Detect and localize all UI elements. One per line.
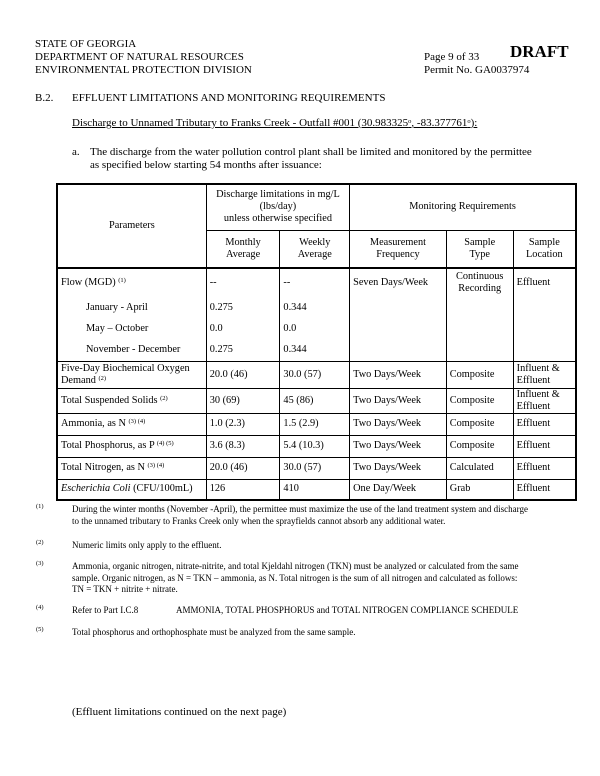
monthly-cell: 30 (69): [206, 388, 280, 413]
monthly-cell: 0.0: [206, 318, 280, 339]
weekly-cell: 0.344: [280, 297, 350, 318]
frequency-cell: Two Days/Week: [350, 413, 447, 435]
weekly-cell: 1.5 (2.9): [280, 413, 350, 435]
frequency-cell: [350, 318, 447, 339]
item-letter: a.: [72, 146, 80, 158]
location-cell: Effluent: [516, 418, 551, 429]
header-monitoring: Monitoring Requirements: [350, 184, 576, 230]
table-row: [57, 435, 576, 457]
type-cell: Composite: [446, 413, 513, 435]
location-cell: Influent & Effluent: [516, 388, 560, 412]
type-cell: [446, 339, 513, 361]
draft-stamp: DRAFT: [510, 42, 569, 61]
param-cell: Total Phosphorus, as P $^{(4) (5)}$: [57, 435, 206, 457]
monthly-cell: 3.6 (8.3): [206, 435, 280, 457]
type-cell: [446, 318, 513, 339]
location-cell: [513, 297, 576, 318]
monthly-cell: 126: [206, 479, 280, 500]
table-row: [57, 318, 576, 339]
item-text-line-2: as specified below starting 54 months after issuance:: [90, 159, 322, 171]
location-cell: Effluent: [516, 277, 551, 288]
location-cell: Influent & Effluent: [516, 362, 560, 386]
footnote-4-schedule: AMMONIA, TOTAL PHOSPHORUS and TOTAL NITROGEN COMPLIANCE SCHEDULE: [176, 605, 519, 615]
continued-note: (Effluent limitations continued on the next page): [72, 706, 287, 718]
monthly-cell: 0.275: [206, 297, 280, 318]
param-cell: Escherichia Coli (CFU/100mL): [57, 479, 206, 500]
footnote-2-number: (2): [36, 539, 44, 546]
type-cell: [446, 297, 513, 318]
footnote-5: Total phosphorus and orthophosphate must be analyzed from the same sample.: [72, 627, 356, 637]
location-cell: Effluent: [516, 483, 551, 495]
permit-number: Permit No. GA0037974: [424, 64, 530, 76]
param-cell: Five-Day Biochemical Oxygen Demand $^{(2)}$: [57, 361, 206, 388]
location-cell: Effluent: [516, 440, 551, 451]
type-cell: Composite: [446, 361, 513, 388]
header-sample-type: Sample Type: [446, 230, 513, 268]
footnote-3-number: (3): [36, 560, 44, 567]
param-cell: Ammonia, as N $^{(3) (4)}$: [57, 413, 206, 435]
param-cell: November - December: [57, 339, 206, 361]
param-cell: Total Suspended Solids $^{(2)}$: [57, 388, 206, 413]
monthly-cell: 20.0 (46): [206, 457, 280, 479]
effluent-limits-table: [56, 183, 577, 501]
monthly-cell: 1.0 (2.3): [206, 413, 280, 435]
footnote-5-number: (5): [36, 626, 44, 633]
table-row: [57, 361, 576, 388]
frequency-cell: Two Days/Week: [350, 361, 447, 388]
header-weekly-average: Weekly Average: [280, 230, 350, 268]
footnote-4-number: (4): [36, 604, 44, 611]
weekly-cell: 45 (86): [280, 388, 350, 413]
footnote-1: During the winter months (November -April), the permittee must maximize the use of the land treatment system and discharge to the unnamed tributary to Franks Creek only when the sprayfields cannot absorb any additional water.: [72, 504, 528, 526]
section-title: EFFLUENT LIMITATIONS AND MONITORING REQUIREMENTS: [72, 92, 386, 104]
agency-line-2: DEPARTMENT OF NATURAL RESOURCES: [35, 51, 244, 63]
frequency-cell: [350, 339, 447, 361]
param-cell: Flow (MGD) $^{(1)}$: [57, 268, 206, 297]
weekly-cell: 5.4 (10.3): [280, 435, 350, 457]
type-cell: Composite: [446, 388, 513, 413]
monthly-cell: --: [206, 268, 280, 297]
header-measurement-frequency: Measurement Frequency: [350, 230, 447, 268]
weekly-cell: --: [280, 268, 350, 297]
param-cell: May – October: [57, 318, 206, 339]
frequency-cell: Two Days/Week: [350, 457, 447, 479]
frequency-cell: Seven Days/Week: [350, 268, 447, 297]
table-row: [57, 268, 576, 297]
header-sample-location: Sample Location: [526, 236, 563, 260]
footnote-4-ref: Refer to Part I.C.8: [72, 605, 139, 615]
weekly-cell: 30.0 (57): [280, 361, 350, 388]
header-parameters: Parameters: [57, 184, 206, 268]
table-row: [57, 297, 576, 318]
page-number: Page 9 of 33: [424, 51, 480, 63]
weekly-cell: 410: [280, 479, 350, 500]
weekly-cell: 0.344: [280, 339, 350, 361]
section-number: B.2.: [35, 92, 54, 104]
location-cell: Effluent: [516, 462, 551, 473]
type-cell: Grab: [446, 479, 513, 500]
header-monthly-average: Monthly Average: [206, 230, 280, 268]
footnote-1-number: (1): [36, 503, 44, 510]
agency-line-1: STATE OF GEORGIA: [35, 38, 137, 50]
weekly-cell: 30.0 (57): [280, 457, 350, 479]
type-cell: Composite: [446, 435, 513, 457]
header-discharge-limits: Discharge limitations in mg/L (lbs/day) unless otherwise specified: [206, 184, 349, 230]
frequency-cell: Two Days/Week: [350, 435, 447, 457]
footnote-3: Ammonia, organic nitrogen, nitrate-nitrite, and total Kjeldahl nitrogen (TKN) must be analyzed or calculated from the same sample. Organic nitrogen, as N = TKN – ammonia, as N. Total nitrogen is the sum of all nitrogen and calculated as follows: TN = TKN + nitrite + nitrate.: [72, 561, 519, 594]
param-cell: Total Nitrogen, as N $^{(3) (4)}$: [57, 457, 206, 479]
weekly-cell: 0.0: [280, 318, 350, 339]
frequency-cell: [350, 297, 447, 318]
frequency-cell: Two Days/Week: [350, 388, 447, 413]
table-row: [57, 339, 576, 361]
frequency-cell: One Day/Week: [350, 479, 447, 500]
monthly-cell: 20.0 (46): [206, 361, 280, 388]
location-cell: [513, 339, 576, 361]
monthly-cell: 0.275: [206, 339, 280, 361]
footnote-2: Numeric limits only apply to the effluent.: [72, 540, 222, 550]
table-row: [57, 413, 576, 435]
param-cell: January - April: [57, 297, 206, 318]
table-row: [57, 457, 576, 479]
location-cell: [513, 318, 576, 339]
discharge-heading: Discharge to Unnamed Tributary to Franks Creek - Outfall #001 (30.983325$^o$, -83.377761$^o$):: [72, 117, 478, 129]
item-text-line-1: The discharge from the water pollution control plant shall be limited and monitored by the permittee: [90, 146, 532, 158]
type-cell: Calculated: [446, 457, 513, 479]
type-cell: Continuous Recording: [446, 268, 513, 297]
agency-line-3: ENVIRONMENTAL PROTECTION DIVISION: [35, 64, 252, 76]
table-row: [57, 479, 576, 500]
table-row: [57, 388, 576, 413]
